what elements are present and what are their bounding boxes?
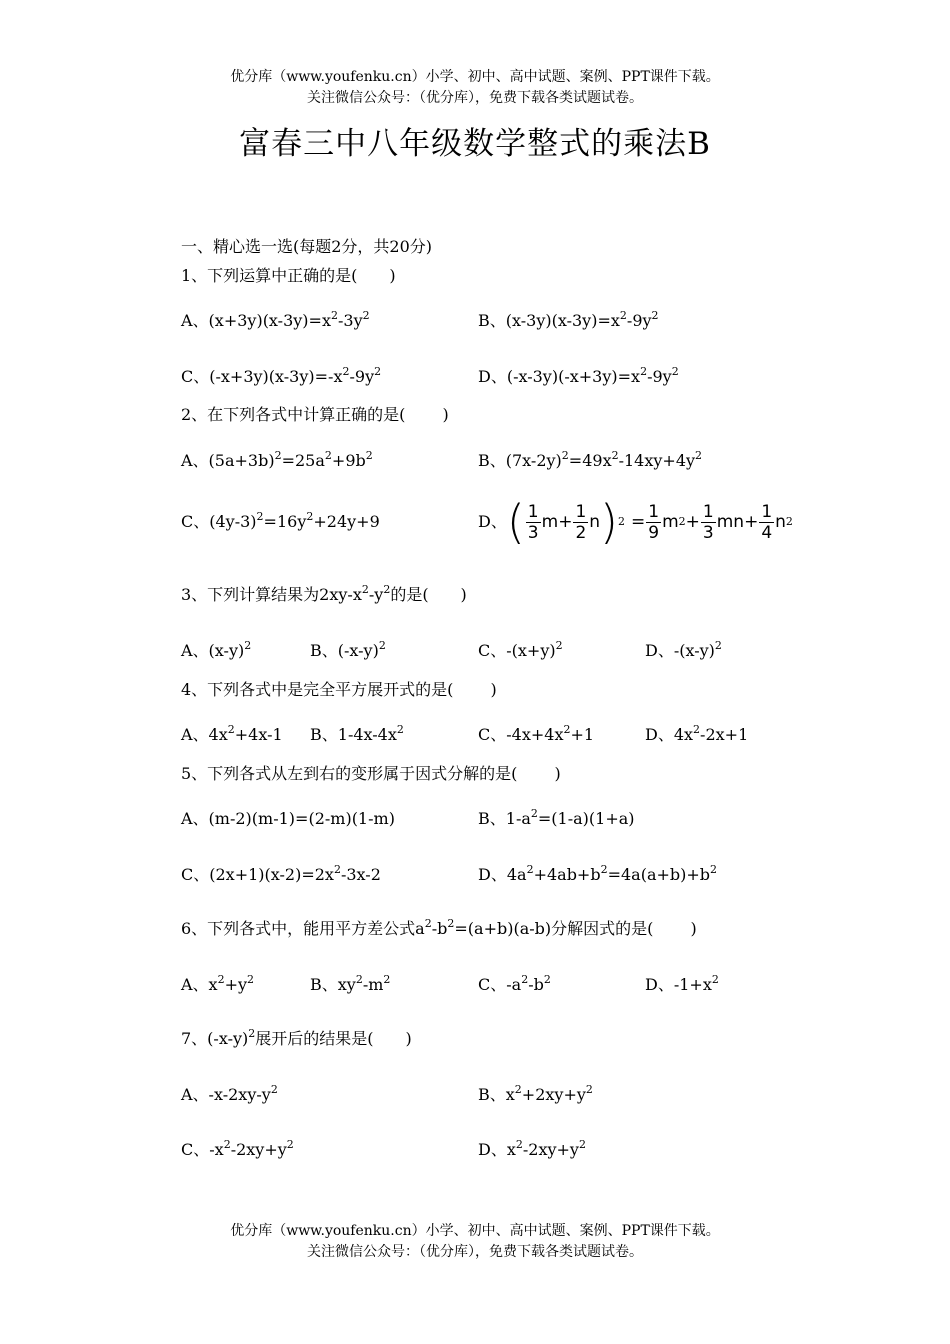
q4-option-b: B、$1-4x-4x^2$ (310, 723, 404, 744)
header-line-2: 关注微信公众号：（优分库），免费下载各类试题试卷。 (307, 90, 643, 106)
frac-one-half: $\frac{1}{2}$ (575, 501, 587, 543)
q4-option-d: D、$4x^2-2x+1$ (645, 723, 749, 744)
section-heading: 一、精心选一选(每题2分，共20分) (181, 237, 433, 256)
q5-stem: 5、下列各式从左到右的变形属于因式分解的是( ) (181, 764, 561, 783)
q1-option-d: D、$(-x-3y)(-x+3y)=x^2-9y^2$ (478, 365, 679, 386)
frac-one-quarter: $\frac{1}{4}$ (761, 501, 773, 543)
q3-stem: 3、下列计算结果为$2xy-x^2-y^2$的是( ) (181, 583, 467, 604)
q4-option-a: A、$4x^2+4x-1$ (181, 723, 283, 744)
frac-one-ninth: $\frac{1}{9}$ (648, 501, 660, 543)
q7-option-a: A、$-x-2xy-y^2$ (181, 1083, 278, 1104)
q1-stem: 1、下列运算中正确的是( ) (181, 266, 396, 285)
q1-option-a: A、$(x+3y)(x-3y)=x^2-3y^2$ (181, 309, 370, 330)
page-title: 富春三中八年级数学整式的乘法B (239, 126, 711, 162)
q6-option-b: B、$xy^2-m^2$ (310, 973, 391, 994)
header-line-1: 优分库（www.youfenku.cn）小学、初中、高中试题、案例、PPT课件下载。 (230, 69, 720, 85)
q3-option-b: B、$(-x-y)^2$ (310, 639, 386, 660)
q3-option-c: C、$-(x+y)^2$ (478, 639, 563, 660)
q6-option-a: A、$x^2+y^2$ (181, 973, 255, 994)
q7-option-b: B、$x^2+2xy+y^2$ (478, 1083, 593, 1104)
footer-line-1: 优分库（www.youfenku.cn）小学、初中、高中试题、案例、PPT课件下载。 (230, 1223, 720, 1239)
footer-line-2: 关注微信公众号：（优分库），免费下载各类试题试卷。 (307, 1244, 643, 1260)
q1-option-b: B、$(x-3y)(x-3y)=x^2-9y^2$ (478, 309, 659, 330)
q4-option-c: C、$-4x+4x^2+1$ (478, 723, 595, 744)
q1-option-c: C、$(-x+3y)(x-3y)=-x^2-9y^2$ (181, 365, 382, 386)
q2-stem: 2、在下列各式中计算正确的是( ) (181, 405, 449, 424)
frac-one-third-2: $\frac{1}{3}$ (702, 501, 714, 543)
q6-option-c: C、$-a^2-b^2$ (478, 973, 551, 994)
q2-option-a: A、$(5a+3b)^2=25a^2+9b^2$ (181, 449, 373, 470)
frac-one-third: $\frac{1}{3}$ (527, 501, 539, 543)
q7-option-d: D、$x^2-2xy+y^2$ (478, 1138, 586, 1159)
q6-option-d: D、$-1+x^2$ (645, 973, 719, 994)
q3-option-a: A、$(x-y)^2$ (181, 639, 252, 660)
q4-stem: 4、下列各式中是完全平方展开式的是( ) (181, 680, 497, 699)
q6-stem: 6、下列各式中，能用平方差公式$a^2-b^2=(a+b)(a-b)$分解因式的是( ) (181, 917, 697, 938)
q5-option-a: A、(m-2)(m-1)=(2-m)(1-m) (181, 809, 395, 828)
q5-option-b: B、$1-a^2=(1-a)(1+a)$ (478, 807, 635, 828)
q5-option-c: C、$(2x+1)(x-2)=2x^2-3x-2$ (181, 863, 381, 884)
q7-option-c: C、$-x^2-2xy+y^2$ (181, 1138, 294, 1159)
q7-stem: 7、$(-x-y)^2$展开后的结果是( ) (181, 1027, 412, 1048)
q5-option-d: D、$4a^2+4ab+b^2=4a(a+b)+b^2$ (478, 863, 718, 884)
q2-option-b: B、$(7x-2y)^2=49x^2-14xy+4y^2$ (478, 449, 703, 470)
q2-option-c: C、$(4y-3)^2=16y^2+24y+9$ (181, 510, 380, 531)
q3-option-d: D、$-(x-y)^2$ (645, 639, 722, 660)
q2-option-d: D、 ( $\frac{1}{3}$ m + $\frac{1}{2}$ n ) 2 = $\frac{1}{9}$ m 2 + $\frac{1}{3}$ mn + $\frac{1}{4}$ n 2 (478, 495, 793, 549)
